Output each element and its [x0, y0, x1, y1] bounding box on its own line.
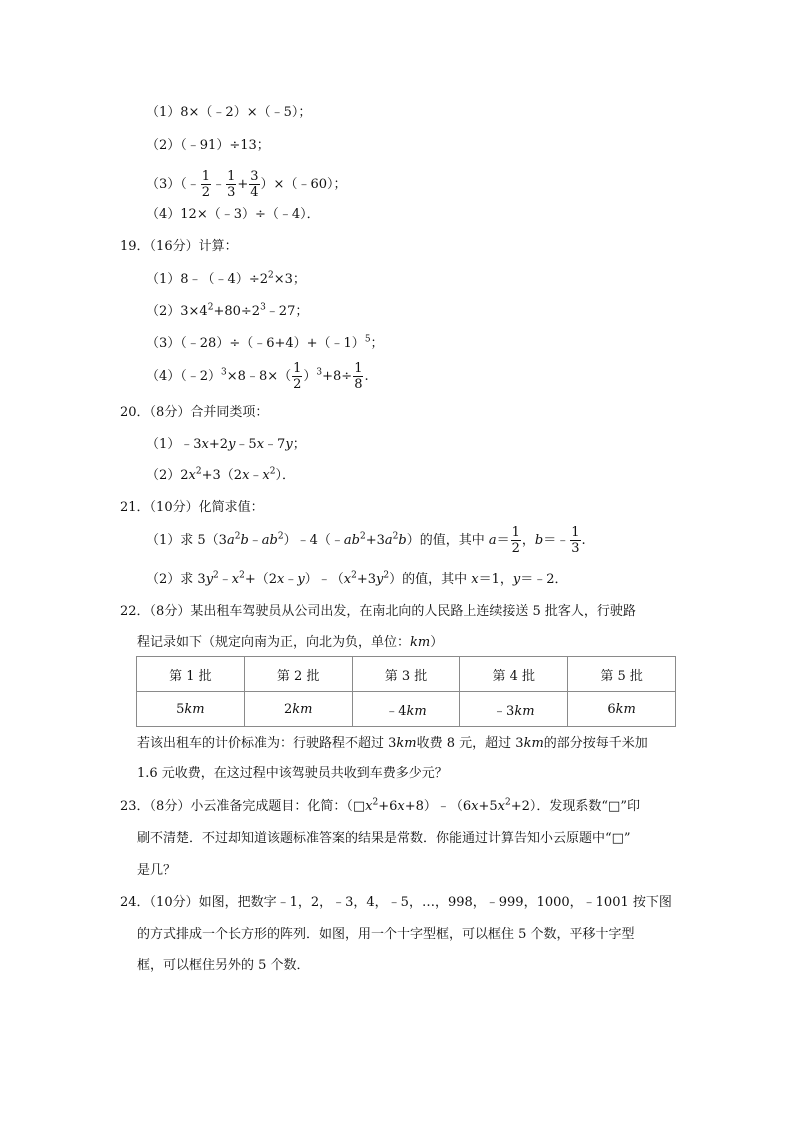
table-header-cell: 第 5 批 — [568, 657, 676, 692]
table-cell: ﹣3km — [460, 692, 568, 727]
q24-line1: 24．（10分）如图，把数字﹣1，2，﹣3，4，﹣5，…，998，﹣999，1000，﹣1001 按下图 — [120, 895, 672, 910]
fraction: $\frac{1}{3}$ — [571, 525, 580, 556]
q19-part2: $(2)3\times 4^2+80\div 2^3﹣27$； — [146, 302, 309, 319]
fraction: $\frac{1}{2}$ — [201, 169, 211, 200]
fraction: $\frac{1}{2}$ — [511, 525, 520, 556]
q24-line2: 的方式排成一个长方形的阵列．如图，用一个十字型框，可以框住 5 个数，平移十字型 — [137, 927, 635, 942]
q18-part1: （1）8×（﹣2）×（﹣5）； — [146, 105, 312, 120]
table-row — [137, 692, 676, 727]
q22-line3: 若该出租车的计价标准为：行驶路程不超过 3km收费 8 元，超过 3km的部分按每千米加 — [137, 736, 648, 751]
q18-part4: （4）12×（﹣3）÷（﹣4）． — [146, 207, 320, 222]
table-cell: ﹣4km — [352, 692, 460, 727]
fraction: $\frac{1}{2}$ — [293, 361, 302, 392]
table-cell: 2km — [244, 692, 352, 727]
q19-part4: （4）（﹣2）$^3$×8﹣8×（ $\frac{1}{2}$ ）$^3$+8÷ $\frac{1}{8}$ . — [146, 361, 369, 392]
q22-line4: 1.6 元收费，在这过程中该驾驶员共收到车费多少元？ — [137, 766, 448, 781]
table-header-cell: 第 4 批 — [460, 657, 568, 692]
q18-part2: （2）（﹣91）÷13； — [146, 138, 270, 153]
table-header-cell: 第 1 批 — [137, 657, 245, 692]
table-cell: 6km — [568, 692, 676, 727]
q19-part3: （3）（﹣28）÷（﹣6+4）+（﹣1）$^5$； — [146, 334, 384, 351]
q21-heading: 21．（10分）化简求值： — [120, 500, 264, 515]
trip-record-table — [136, 656, 676, 727]
q21-part1: （1）求 $5(3a^2b﹣ab^2)﹣4(﹣ab^2+3a^2b)$的值，其中 a＝ $\frac{1}{2}$ ，b＝﹣ $\frac{1}{3}$ . — [146, 525, 586, 556]
fraction: $\frac{1}{8}$ — [354, 361, 363, 392]
q23-line2: 刷不清楚．不过却知道该题标准答案的结果是常数．你能通过计算告知小云原题中“□” — [137, 831, 631, 846]
q23-line1: 23．（8分）小云准备完成题目：化简：$(□x^2+6x+8)﹣(6x+5x^2+2)$．发现系数“□”印 — [120, 797, 640, 814]
q24-line3: 框，可以框住另外的 5 个数． — [137, 958, 310, 973]
table-header-cell: 第 3 批 — [352, 657, 460, 692]
q18-part3: （3）（﹣ $\frac{1}{2}$ ﹣ $\frac{1}{3}$ + $\frac{3}{4}$ ）×（﹣60）； — [146, 169, 347, 200]
q20-part1: （1）﹣3x+2y﹣5x﹣7y； — [146, 437, 306, 452]
fraction: $\frac{3}{4}$ — [250, 169, 259, 200]
q20-heading: 20．（8分）合并同类项： — [120, 405, 269, 420]
table-header-row — [137, 657, 676, 692]
q23-line3: 是几？ — [137, 863, 177, 878]
q19-part1: $(1)8﹣(﹣4)\div 2^2\times 3$； — [146, 270, 306, 287]
q21-part2: （2）求 $3y^2﹣x^2+(2x﹣y)﹣(x^2+3y^2)$的值，其中 x＝1，y＝﹣2． — [146, 570, 568, 587]
q20-part2: $(2)2x^2+3(2x﹣x^2)$． — [146, 466, 296, 483]
table-header-cell: 第 2 批 — [244, 657, 352, 692]
q19-heading: 19．（16分）计算： — [120, 239, 238, 254]
q22-line2: 程记录如下（规定向南为正，向北为负，单位：km） — [137, 635, 444, 650]
table-cell: 5km — [137, 692, 245, 727]
fraction: $\frac{1}{3}$ — [227, 169, 236, 200]
q22-line1: 22．（8分）某出租车驾驶员从公司出发，在南北向的人民路上连续接送 5 批客人，行驶路 — [120, 604, 636, 619]
